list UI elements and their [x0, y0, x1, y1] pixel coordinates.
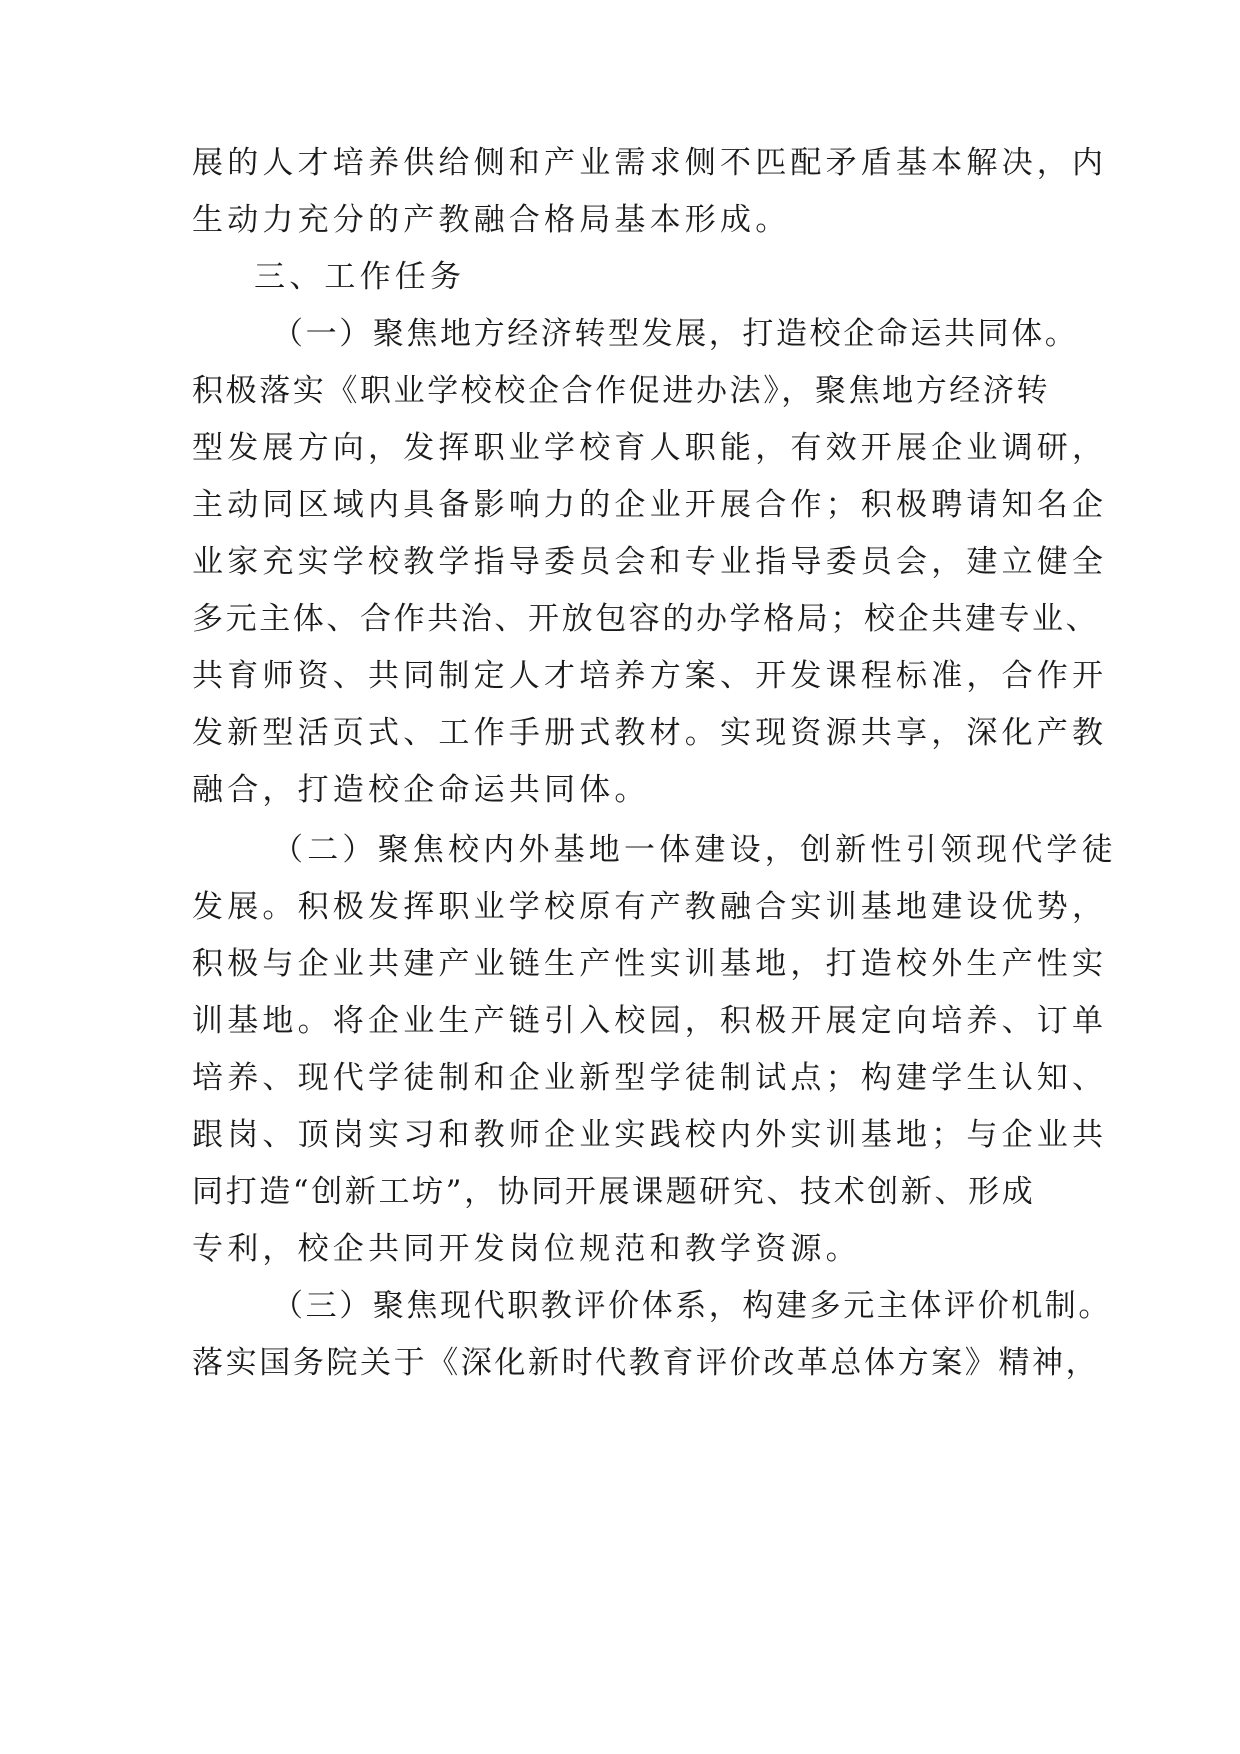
paragraph-line: 积极与企业共建产业链生产性实训基地，打造校外生产性实	[192, 946, 1108, 982]
paragraph-line: 展的人才培养供给侧和产业需求侧不匹配矛盾基本解决，内	[192, 145, 1108, 181]
subsection-heading: （二）聚焦校内外基地一体建设，创新性引领现代学徒	[272, 832, 1117, 868]
subsection-heading: （一）聚焦地方经济转型发展，打造校企命运共同体。	[272, 316, 1079, 352]
paragraph-line: 主动同区域内具备影响力的企业开展合作；积极聘请知名企	[192, 487, 1108, 523]
section-heading: 三、工作任务	[254, 259, 466, 295]
paragraph-line: 生动力充分的产教融合格局基本形成。	[192, 202, 791, 238]
paragraph-line: 训基地。将企业生产链引入校园，积极开展定向培养、订单	[192, 1003, 1108, 1039]
paragraph-line: 融合，打造校企命运共同体。	[192, 772, 650, 808]
paragraph-line: 共育师资、共同制定人才培养方案、开发课程标准，合作开	[192, 658, 1108, 694]
paragraph-line: 业家充实学校教学指导委员会和专业指导委员会，建立健全	[192, 544, 1108, 580]
paragraph-line: 培养、现代学徒制和企业新型学徒制试点；构建学生认知、	[192, 1060, 1108, 1096]
paragraph-line: 型发展方向，发挥职业学校育人职能，有效开展企业调研，	[192, 430, 1108, 466]
paragraph-line: 落实国务院关于《深化新时代教育评价改革总体方案》精神，	[192, 1345, 1100, 1381]
paragraph-line: 发新型活页式、工作手册式教材。实现资源共享，深化产教	[192, 715, 1108, 751]
subsection-heading: （三）聚焦现代职教评价体系，构建多元主体评价机制。	[272, 1288, 1112, 1324]
paragraph-line: 多元主体、合作共治、开放包容的办学格局；校企共建专业、	[192, 601, 1100, 637]
paragraph-line: 专利，校企共同开发岗位规范和教学资源。	[192, 1231, 861, 1267]
paragraph-line: 跟岗、顶岗实习和教师企业实践校内外实训基地；与企业共	[192, 1117, 1108, 1153]
paragraph-line: 发展。积极发挥职业学校原有产教融合实训基地建设优势，	[192, 889, 1108, 925]
paragraph-line: 同打造“创新工坊”，协同开展课题研究、技术创新、形成	[192, 1174, 1036, 1210]
paragraph-line: 积极落实《职业学校校企合作促进办法》，聚焦地方经济转	[192, 373, 1051, 409]
